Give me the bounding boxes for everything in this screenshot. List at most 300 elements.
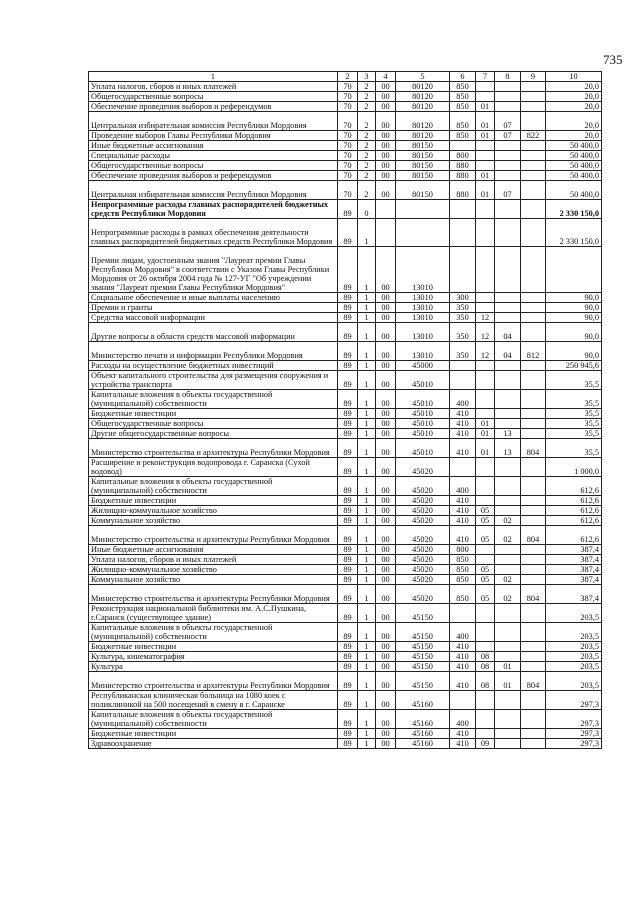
code-cell: 1: [358, 219, 376, 247]
code-cell: 89: [338, 739, 358, 749]
code-cell: 00: [376, 92, 396, 102]
code-cell: 89: [338, 555, 358, 565]
code-cell: [476, 710, 495, 729]
code-cell: 1: [358, 361, 376, 371]
code-cell: [450, 200, 476, 219]
code-cell: [476, 555, 495, 565]
amount-cell: 50 400,0: [546, 151, 602, 161]
code-cell: 1: [358, 642, 376, 652]
name-cell: Бюджетные инвестиции: [89, 496, 338, 506]
code-cell: [495, 82, 521, 92]
name-cell: Коммунальное хозяйство: [89, 575, 338, 585]
code-cell: [521, 323, 546, 342]
code-cell: [396, 219, 450, 247]
name-cell: Расходы на осуществление бюджетных инвестиций: [89, 361, 338, 371]
code-cell: 70: [338, 141, 358, 151]
code-cell: 01: [476, 181, 495, 200]
amount-cell: 387,4: [546, 575, 602, 585]
code-cell: [521, 662, 546, 672]
code-cell: [521, 477, 546, 496]
name-cell: Премии лицам, удостоенным звания "Лауреат премии Главы Республики Мордовия" в соответствии с Указом Главы Республики Мордовия от 26 октября 2004 года № 127-УГ "Об учреждении звания "Лауреат премии Главы Республики Мордовия": [89, 247, 338, 293]
code-cell: 00: [376, 247, 396, 293]
column-header: 8: [495, 72, 521, 82]
code-cell: 07: [495, 181, 521, 200]
code-cell: [450, 691, 476, 710]
code-cell: 1: [358, 371, 376, 390]
column-header: 10: [546, 72, 602, 82]
table-row: [89, 419, 602, 429]
name-cell: Социальное обеспечение и иные выплаты населению: [89, 293, 338, 303]
code-cell: 01: [476, 102, 495, 112]
amount-cell: 387,4: [546, 565, 602, 575]
code-cell: 70: [338, 171, 358, 181]
code-cell: 45000: [396, 361, 450, 371]
amount-cell: 297,3: [546, 710, 602, 729]
column-header: 5: [396, 72, 450, 82]
code-cell: 13010: [396, 303, 450, 313]
code-cell: 00: [376, 526, 396, 545]
code-cell: 45020: [396, 506, 450, 516]
code-cell: 00: [376, 623, 396, 642]
code-cell: 45010: [396, 409, 450, 419]
code-cell: 05: [476, 526, 495, 545]
table-row: [89, 82, 602, 92]
table-row: [89, 516, 602, 526]
code-cell: 89: [338, 429, 358, 439]
code-cell: 89: [338, 642, 358, 652]
code-cell: 880: [450, 171, 476, 181]
amount-cell: [546, 247, 602, 293]
code-cell: 410: [450, 419, 476, 429]
code-cell: 89: [338, 516, 358, 526]
code-cell: [476, 293, 495, 303]
table-row: [89, 506, 602, 516]
amount-cell: 20,0: [546, 92, 602, 102]
code-cell: [495, 496, 521, 506]
code-cell: 410: [450, 672, 476, 691]
code-cell: 45160: [396, 739, 450, 749]
table-row: [89, 672, 602, 691]
name-cell: Обеспечение проведения выборов и референдумов: [89, 171, 338, 181]
code-cell: [476, 604, 495, 623]
code-cell: [450, 219, 476, 247]
table-row: [89, 361, 602, 371]
code-cell: 00: [376, 604, 396, 623]
amount-cell: 387,4: [546, 585, 602, 604]
column-header: 1: [89, 72, 338, 82]
code-cell: 01: [476, 429, 495, 439]
amount-cell: 90,0: [546, 293, 602, 303]
code-cell: 1: [358, 313, 376, 323]
code-cell: 2: [358, 151, 376, 161]
code-cell: 70: [338, 161, 358, 171]
code-cell: 800: [450, 545, 476, 555]
code-cell: 70: [338, 112, 358, 131]
amount-cell: 90,0: [546, 303, 602, 313]
code-cell: 00: [376, 642, 396, 652]
code-cell: 1: [358, 565, 376, 575]
table-row: [89, 112, 602, 131]
code-cell: 45020: [396, 477, 450, 496]
code-cell: 70: [338, 92, 358, 102]
code-cell: 01: [476, 171, 495, 181]
code-cell: 45150: [396, 604, 450, 623]
column-header: 7: [476, 72, 495, 82]
code-cell: [495, 293, 521, 303]
code-cell: [495, 390, 521, 409]
code-cell: [476, 161, 495, 171]
code-cell: 89: [338, 323, 358, 342]
table-row: [89, 102, 602, 112]
code-cell: 00: [376, 112, 396, 131]
code-cell: 804: [521, 585, 546, 604]
code-cell: 1: [358, 575, 376, 585]
amount-cell: 203,5: [546, 623, 602, 642]
code-cell: 2: [358, 131, 376, 141]
code-cell: 45020: [396, 585, 450, 604]
code-cell: [495, 141, 521, 151]
table-row: [89, 323, 602, 342]
amount-cell: 50 400,0: [546, 181, 602, 200]
name-cell: Бюджетные инвестиции: [89, 642, 338, 652]
code-cell: [521, 496, 546, 506]
code-cell: 80120: [396, 102, 450, 112]
code-cell: [495, 691, 521, 710]
name-cell: Культура: [89, 662, 338, 672]
code-cell: 13: [495, 429, 521, 439]
table-row: [89, 92, 602, 102]
code-cell: 05: [476, 565, 495, 575]
code-cell: 80150: [396, 171, 450, 181]
amount-cell: 297,3: [546, 691, 602, 710]
code-cell: [476, 458, 495, 477]
code-cell: 1: [358, 419, 376, 429]
code-cell: [450, 604, 476, 623]
amount-cell: 50 400,0: [546, 141, 602, 151]
code-cell: [476, 82, 495, 92]
table-row: [89, 181, 602, 200]
code-cell: 400: [450, 477, 476, 496]
code-cell: [521, 555, 546, 565]
code-cell: 00: [376, 429, 396, 439]
amount-cell: 387,4: [546, 555, 602, 565]
code-cell: 1: [358, 739, 376, 749]
code-cell: 80120: [396, 112, 450, 131]
code-cell: 13010: [396, 323, 450, 342]
code-cell: 822: [521, 131, 546, 141]
table-row: [89, 604, 602, 623]
code-cell: 410: [450, 429, 476, 439]
code-cell: 1: [358, 409, 376, 419]
name-cell: Иные бюджетные ассигнования: [89, 545, 338, 555]
amount-cell: 35,5: [546, 390, 602, 409]
code-cell: 80150: [396, 141, 450, 151]
name-cell: Культура, кинематография: [89, 652, 338, 662]
code-cell: 2: [358, 171, 376, 181]
code-cell: 00: [376, 293, 396, 303]
table-row: [89, 623, 602, 642]
code-cell: 1: [358, 672, 376, 691]
code-cell: 812: [521, 342, 546, 361]
column-header: 4: [376, 72, 396, 82]
table-row: [89, 565, 602, 575]
code-cell: 410: [450, 526, 476, 545]
code-cell: 89: [338, 672, 358, 691]
code-cell: [521, 303, 546, 313]
code-cell: 00: [376, 545, 396, 555]
table-row: [89, 141, 602, 151]
code-cell: [476, 390, 495, 409]
name-cell: Обеспечение проведения выборов и референдумов: [89, 102, 338, 112]
code-cell: 00: [376, 342, 396, 361]
code-cell: 80120: [396, 92, 450, 102]
code-cell: [495, 247, 521, 293]
name-cell: Министерство строительства и архитектуры Республики Мордовия: [89, 439, 338, 458]
code-cell: 1: [358, 293, 376, 303]
code-cell: [376, 200, 396, 219]
code-cell: 850: [450, 131, 476, 141]
table-row: [89, 691, 602, 710]
code-cell: 02: [495, 526, 521, 545]
code-cell: [376, 219, 396, 247]
code-cell: [521, 739, 546, 749]
code-cell: [495, 545, 521, 555]
code-cell: 00: [376, 739, 396, 749]
code-cell: [495, 371, 521, 390]
code-cell: 45020: [396, 458, 450, 477]
code-cell: [521, 161, 546, 171]
code-cell: [521, 652, 546, 662]
code-cell: 410: [450, 739, 476, 749]
code-cell: 01: [476, 131, 495, 141]
code-cell: 80150: [396, 151, 450, 161]
code-cell: [450, 141, 476, 151]
code-cell: 1: [358, 729, 376, 739]
amount-cell: 35,5: [546, 409, 602, 419]
name-cell: Бюджетные инвестиции: [89, 729, 338, 739]
name-cell: Уплата налогов, сборов и иных платежей: [89, 555, 338, 565]
code-cell: 00: [376, 691, 396, 710]
code-cell: 00: [376, 419, 396, 429]
code-cell: [495, 642, 521, 652]
code-cell: [521, 565, 546, 575]
code-cell: 05: [476, 575, 495, 585]
code-cell: 2: [358, 112, 376, 131]
code-cell: 800: [450, 151, 476, 161]
code-cell: 70: [338, 131, 358, 141]
code-cell: 80120: [396, 131, 450, 141]
name-cell: Министерство строительства и архитектуры Республики Мордовия: [89, 672, 338, 691]
table-row: [89, 526, 602, 545]
code-cell: [476, 477, 495, 496]
code-cell: 70: [338, 151, 358, 161]
code-cell: 850: [450, 82, 476, 92]
amount-cell: 20,0: [546, 131, 602, 141]
amount-cell: 90,0: [546, 323, 602, 342]
code-cell: 410: [450, 409, 476, 419]
code-cell: 00: [376, 729, 396, 739]
code-cell: [521, 623, 546, 642]
code-cell: 00: [376, 361, 396, 371]
table-row: [89, 477, 602, 496]
code-cell: 410: [450, 506, 476, 516]
code-cell: 1: [358, 429, 376, 439]
amount-cell: 612,6: [546, 526, 602, 545]
code-cell: 850: [450, 555, 476, 565]
code-cell: 1: [358, 516, 376, 526]
code-cell: [521, 92, 546, 102]
code-cell: 00: [376, 652, 396, 662]
name-cell: Жилищно-коммунальное хозяйство: [89, 506, 338, 516]
column-header: 6: [450, 72, 476, 82]
code-cell: 13010: [396, 342, 450, 361]
code-cell: [495, 102, 521, 112]
code-cell: [476, 729, 495, 739]
code-cell: 45150: [396, 623, 450, 642]
code-cell: 01: [476, 439, 495, 458]
code-cell: 05: [476, 585, 495, 604]
code-cell: 45020: [396, 496, 450, 506]
code-cell: 1: [358, 506, 376, 516]
code-cell: [521, 371, 546, 390]
code-cell: 1: [358, 303, 376, 313]
table-row: [89, 219, 602, 247]
code-cell: 2: [358, 181, 376, 200]
code-cell: 410: [450, 439, 476, 458]
amount-cell: 612,6: [546, 506, 602, 516]
code-cell: [495, 361, 521, 371]
code-cell: 00: [376, 323, 396, 342]
code-cell: [521, 361, 546, 371]
code-cell: [521, 516, 546, 526]
code-cell: [476, 691, 495, 710]
code-cell: 45160: [396, 729, 450, 739]
table-row: [89, 293, 602, 303]
table-row: [89, 131, 602, 141]
name-cell: Специальные расходы: [89, 151, 338, 161]
code-cell: 45020: [396, 575, 450, 585]
amount-cell: 203,5: [546, 652, 602, 662]
code-cell: 350: [450, 323, 476, 342]
code-cell: [476, 151, 495, 161]
code-cell: 89: [338, 409, 358, 419]
code-cell: [495, 710, 521, 729]
code-cell: 45010: [396, 429, 450, 439]
code-cell: 00: [376, 496, 396, 506]
code-cell: 08: [476, 672, 495, 691]
budget-table: [88, 71, 602, 749]
code-cell: 89: [338, 200, 358, 219]
name-cell: Проведение выборов Главы Республики Мордовия: [89, 131, 338, 141]
amount-cell: 297,3: [546, 739, 602, 749]
code-cell: 80150: [396, 161, 450, 171]
code-cell: 45010: [396, 439, 450, 458]
code-cell: 45150: [396, 662, 450, 672]
code-cell: [495, 92, 521, 102]
code-cell: 12: [476, 342, 495, 361]
code-cell: 1: [358, 604, 376, 623]
code-cell: [476, 247, 495, 293]
code-cell: [521, 151, 546, 161]
code-cell: [476, 409, 495, 419]
code-cell: [495, 555, 521, 565]
code-cell: 89: [338, 623, 358, 642]
code-cell: 45160: [396, 710, 450, 729]
name-cell: Бюджетные инвестиции: [89, 409, 338, 419]
amount-cell: 50 400,0: [546, 161, 602, 171]
table-row: [89, 739, 602, 749]
code-cell: [495, 623, 521, 642]
code-cell: 1: [358, 652, 376, 662]
code-cell: [521, 604, 546, 623]
code-cell: 08: [476, 652, 495, 662]
code-cell: [476, 219, 495, 247]
code-cell: 45010: [396, 371, 450, 390]
code-cell: 00: [376, 477, 396, 496]
code-cell: 850: [450, 565, 476, 575]
code-cell: 05: [476, 506, 495, 516]
code-cell: 1: [358, 458, 376, 477]
amount-cell: 35,5: [546, 439, 602, 458]
amount-cell: 20,0: [546, 112, 602, 131]
code-cell: [476, 496, 495, 506]
code-cell: 45160: [396, 691, 450, 710]
name-cell: Другие вопросы в области средств массовой информации: [89, 323, 338, 342]
code-cell: 400: [450, 623, 476, 642]
code-cell: 89: [338, 604, 358, 623]
code-cell: [476, 371, 495, 390]
code-cell: 70: [338, 82, 358, 92]
amount-cell: 20,0: [546, 82, 602, 92]
code-cell: [521, 409, 546, 419]
code-cell: 00: [376, 181, 396, 200]
amount-cell: 2 330 150,0: [546, 200, 602, 219]
code-cell: 07: [495, 131, 521, 141]
table-row: [89, 439, 602, 458]
code-cell: 400: [450, 710, 476, 729]
code-cell: 1: [358, 662, 376, 672]
code-cell: 00: [376, 371, 396, 390]
code-cell: 13: [495, 439, 521, 458]
code-cell: 89: [338, 729, 358, 739]
code-cell: [521, 729, 546, 739]
code-cell: 80150: [396, 181, 450, 200]
code-cell: 0: [358, 200, 376, 219]
table-row: [89, 710, 602, 729]
code-cell: 1: [358, 691, 376, 710]
name-cell: Объект капитального строительства для размещения сооружения и устройства транспорта: [89, 371, 338, 390]
amount-cell: 2 330 150,0: [546, 219, 602, 247]
code-cell: 89: [338, 247, 358, 293]
code-cell: [521, 102, 546, 112]
code-cell: 89: [338, 662, 358, 672]
code-cell: 880: [450, 161, 476, 171]
name-cell: Общегосударственные вопросы: [89, 419, 338, 429]
code-cell: 00: [376, 390, 396, 409]
code-cell: [521, 200, 546, 219]
name-cell: Капитальные вложения в объекты государственной (муниципальной) собственности: [89, 710, 338, 729]
code-cell: [495, 151, 521, 161]
code-cell: [521, 575, 546, 585]
amount-cell: 203,5: [546, 604, 602, 623]
code-cell: [521, 710, 546, 729]
table-row: [89, 662, 602, 672]
code-cell: 2: [358, 161, 376, 171]
code-cell: 89: [338, 710, 358, 729]
table-row: [89, 161, 602, 171]
table-row: [89, 200, 602, 219]
code-cell: 89: [338, 419, 358, 429]
